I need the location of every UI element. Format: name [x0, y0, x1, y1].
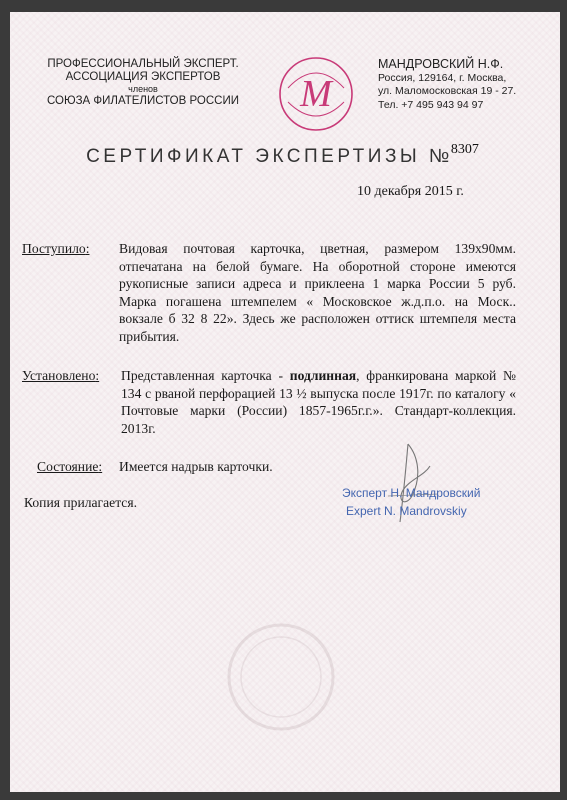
expert-phone: Тел. +7 495 943 94 97: [378, 98, 484, 111]
embossed-seal: [226, 622, 336, 732]
condition-label: Состояние:: [37, 459, 103, 474]
certificate-number: 8307: [450, 142, 479, 157]
established-label: Установлено:: [22, 368, 100, 383]
established-text-2: , франкирована маркой № 134 с рваной перфорацией 13 ½ выпуска после 1917г. по каталогу « Почтовые марки (России) 1857-1965г.г.». Стандарт-коллекция. 2013г.: [121, 368, 517, 436]
association-line-1: ПРОФЕССИОНАЛЬНЫЙ ЭКСПЕРТ.: [47, 58, 239, 70]
certificate-date: 10 декабря 2015 г.: [357, 184, 464, 199]
expert-stamp-ru: Эксперт Н. Мандровский: [342, 486, 481, 500]
expert-address-line-1: Россия, 129164, г. Москва,: [378, 71, 507, 84]
received-text: Видовая почтовая карточка, цветная, размером 139х90мм. отпечатана на белой бумаге. На оборотной стороне имеются рукописные записи адреса и приклеена 1 марка России 5 руб. Марка погашена штемпелем « Московское ж.д.п.о. на Моск.. вокзале б 32 8 22». Здесь же расположен оттиск штемпеля места прибытия.: [119, 241, 516, 344]
association-line-4: СОЮЗА ФИЛАТЕЛИСТОВ РОССИИ: [46, 95, 239, 107]
association-line-2: АССОЦИАЦИЯ ЭКСПЕРТОВ: [65, 71, 221, 83]
established-text-1: Представленная карточка -: [121, 368, 290, 383]
expert-monogram-logo: [276, 54, 356, 134]
received-label: Поступило:: [22, 241, 90, 256]
established-text: [121, 367, 516, 437]
copy-note: Копия прилагается.: [24, 495, 137, 510]
expert-stamp-en: Expert N. Mandrovskiy: [346, 504, 467, 518]
expert-stamp: [342, 484, 480, 520]
authentic-verdict: подлинная: [289, 368, 357, 383]
svg-text:М: М: [300, 73, 332, 115]
association-header: [28, 58, 258, 108]
expert-contact-header: [378, 58, 567, 112]
condition-text: Имеется надрыв карточки.: [119, 459, 273, 474]
expert-address-line-2: ул. Маломосковская 19 - 27.: [378, 85, 517, 97]
certificate-title: [0, 142, 567, 168]
certificate-title-text: СЕРТИФИКАТ ЭКСПЕРТИЗЫ №: [86, 146, 453, 167]
association-line-3: членов: [128, 84, 158, 94]
expert-name: МАНДРОВСКИЙ Н.Ф.: [378, 57, 504, 71]
